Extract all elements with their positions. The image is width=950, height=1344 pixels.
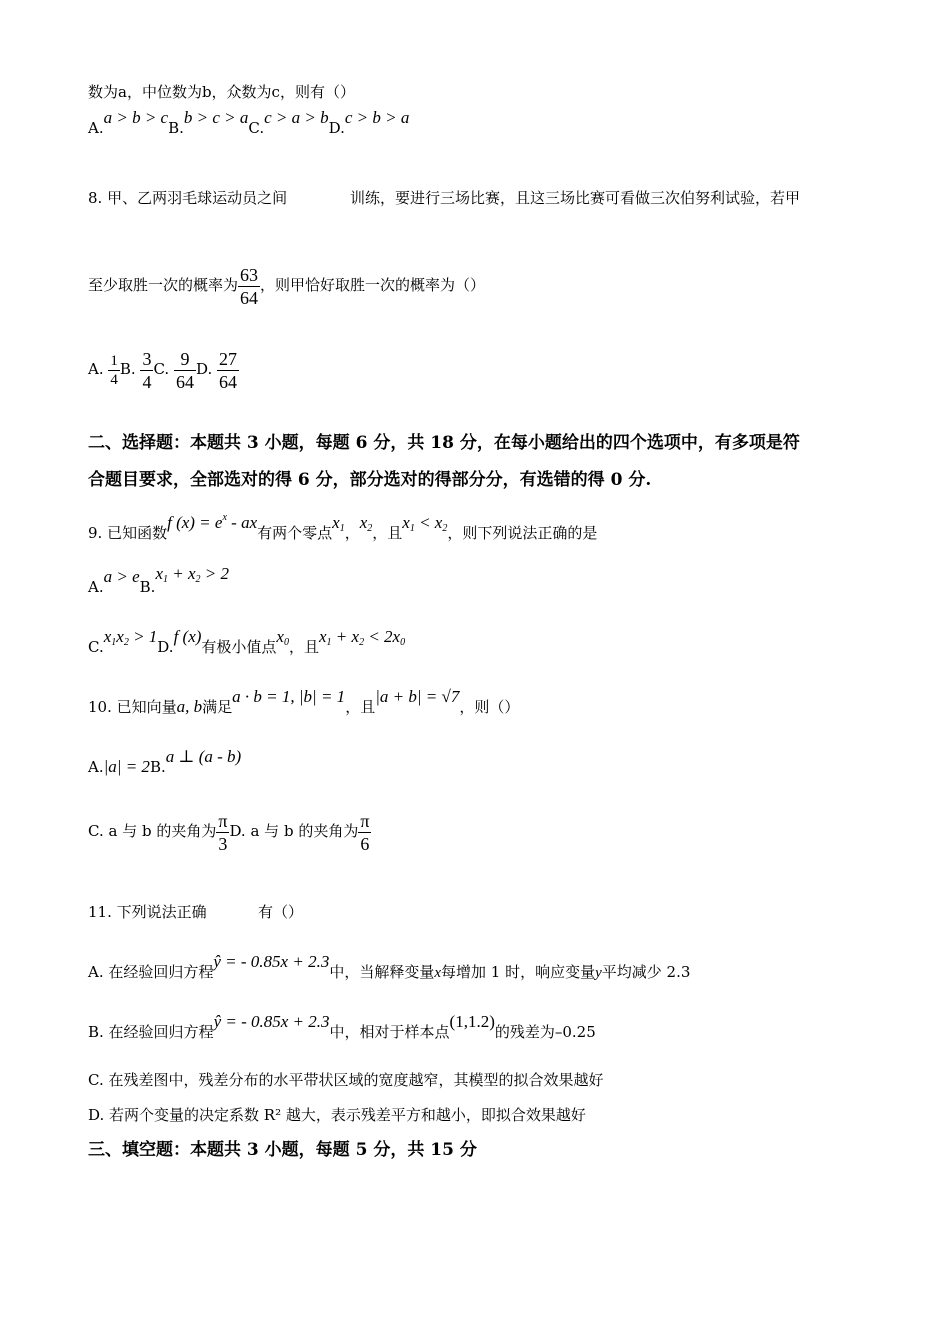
- q10-c-den: 3: [216, 832, 229, 855]
- q9-options-ab: [88, 564, 229, 603]
- q9-x2: [360, 513, 373, 532]
- q8-a-den: 4: [110, 371, 118, 388]
- q8-option-d-letter: D.: [195, 360, 213, 378]
- q9-stem: [88, 512, 598, 549]
- q11-stem-a: 11. 下列说法正确: [88, 903, 207, 921]
- q8-c-den: 64: [175, 371, 194, 392]
- q9-d-es2: 2: [359, 637, 365, 648]
- q9-d-e1: x: [318, 627, 327, 646]
- q8-d-num: 27: [219, 348, 238, 369]
- q10-stem: [88, 687, 520, 717]
- q10-prefix: 10. 已知向量: [88, 698, 177, 716]
- q11-b-text2: 的残差为–0.25: [494, 1023, 596, 1041]
- section3-heading: 三、填空题：本题共 3 小题，每题 5 分，共 15 分: [88, 1140, 477, 1160]
- q9-condition: [402, 513, 447, 532]
- q8-option-c-letter: C.: [153, 360, 170, 378]
- q10-options-ab: [88, 747, 242, 777]
- q9-x2-var: x: [359, 513, 368, 532]
- q8-option-b: [140, 348, 153, 393]
- q9-d-es3: 0: [400, 637, 406, 648]
- section2-heading-line2: 合题目要求，全部选对的得 6 分，部分选对的得部分分，有选错的得 0 分.: [88, 470, 652, 490]
- q9-cond-a: x: [402, 513, 410, 532]
- q10-cond2: |a + b| = √7: [375, 687, 460, 706]
- q9-suffix: ，则下列说法正确的是: [447, 524, 598, 542]
- q10-suffix: ，则（）: [459, 698, 520, 716]
- q11-b-prefix: B. 在经验回归方程: [88, 1023, 214, 1041]
- q8-line1a: 8. 甲、乙两羽毛球运动员之间: [88, 189, 288, 207]
- q9-b-tail: > 2: [200, 564, 229, 583]
- q9-c-a: x: [103, 627, 112, 646]
- q8-b-num: 3: [142, 348, 152, 369]
- q7-option-d: c > b > a: [344, 108, 410, 127]
- q10-option-d-text: D. a 与 b 的夹角为: [229, 822, 359, 840]
- q11-option-b: [88, 1012, 596, 1042]
- q8-options: [88, 346, 239, 393]
- q9-x1: [332, 513, 345, 532]
- q10-options-cd: [88, 808, 371, 855]
- q7-option-b: b > c > a: [183, 108, 249, 127]
- q8-line2: [88, 262, 485, 309]
- q9-x1-sub: 1: [339, 523, 345, 534]
- q9-d-e3: < 2x: [364, 627, 401, 646]
- q9-option-d-letter: D.: [157, 638, 174, 656]
- q11-option-d: D. 若两个变量的决定系数 R² 越大，表示残差平方和越小，即拟合效果越好: [88, 1106, 586, 1124]
- q9-b-s2: 2: [195, 574, 201, 585]
- q8-c-num: 9: [180, 348, 190, 369]
- q9-b-x1: x: [155, 564, 163, 583]
- q10-option-a-letter: A.: [88, 758, 104, 776]
- q9-d-es1: 1: [326, 637, 332, 648]
- q11-a-prefix: A. 在经验回归方程: [88, 963, 214, 981]
- q9-d-text2: ，且: [288, 638, 319, 656]
- q9-func-tail: - ax: [226, 513, 258, 532]
- q9-options-cd: [88, 627, 406, 663]
- q8-line1b: 训练，要进行三场比赛，且这三场比赛可看做三次伯努利试验，若甲: [350, 189, 801, 207]
- q10-option-b: a ⊥ (a - b): [165, 747, 242, 766]
- q11-a-equation: ŷ = - 0.85x + 2.3: [213, 952, 330, 971]
- q8-frac-num: 63: [240, 264, 259, 285]
- q9-c-s1: 1: [111, 637, 117, 648]
- q8-d-den: 64: [219, 371, 238, 392]
- q9-option-a: a > e: [103, 567, 140, 586]
- q8-option-d: [217, 348, 239, 393]
- q11-a-text1: 中，当解释变量: [329, 963, 435, 981]
- q11-option-a: [88, 952, 691, 983]
- q9-prefix: 9. 已知函数: [88, 524, 168, 542]
- q10-option-d-frac: [358, 810, 371, 855]
- q9-cond-mid: < x: [414, 513, 443, 532]
- q7-option-d-letter: D.: [328, 119, 345, 137]
- q11-a-text2: 每增加 1 时，响应变量: [441, 963, 596, 981]
- q9-c-b: x: [116, 627, 124, 646]
- q11-b-point: (1,1.2): [449, 1012, 495, 1031]
- q8-frac-den: 64: [240, 287, 259, 308]
- q9-d-expr: [319, 627, 405, 646]
- q8-option-c: [174, 348, 196, 393]
- q9-mid1: 有两个零点: [257, 524, 333, 542]
- q10-c-num: π: [218, 810, 228, 831]
- q9-func: f (x) = e: [167, 513, 223, 532]
- q11-option-c: C. 在残差图中，残差分布的水平带状区域的宽度越窄，其模型的拟合效果越好: [88, 1071, 604, 1089]
- q8-option-a: [108, 352, 120, 389]
- q9-d-e2: + x: [331, 627, 360, 646]
- q10-vectors: a, b: [176, 697, 203, 716]
- q9-b-s1: 1: [162, 574, 168, 585]
- q10-option-b-letter: B.: [149, 758, 166, 776]
- q9-d-func: f (x): [173, 627, 202, 646]
- q11-b-text1: 中，相对于样本点: [329, 1023, 450, 1041]
- q11-a-x: x: [434, 965, 442, 981]
- q9-option-b-letter: B.: [139, 578, 156, 596]
- q11-stem-b: 有（）: [258, 903, 304, 921]
- q8-option-b-letter: B.: [119, 360, 136, 378]
- q9-c-tail: > 1: [128, 627, 158, 646]
- q7-stem: 数为a，中位数为b，众数为c，则有（）: [88, 83, 355, 101]
- q10-option-a: |a| = 2: [103, 757, 150, 776]
- q9-b-plus: + x: [167, 564, 196, 583]
- q7-option-a: a > b > c: [103, 108, 169, 127]
- q7-option-a-letter: A.: [88, 119, 104, 137]
- q9-option-b: [155, 564, 229, 583]
- q9-x1-var: x: [332, 513, 340, 532]
- q10-d-num: π: [360, 810, 370, 831]
- section2-heading-line1: 二、选择题：本题共 3 小题，每题 6 分，共 18 分，在每小题给出的四个选项中，有多项是符: [88, 433, 800, 453]
- q9-mid2: ，且: [372, 524, 403, 542]
- q10-mid2: ，且: [345, 698, 376, 716]
- q8-option-a-letter: A.: [88, 360, 104, 378]
- q7-option-c: c > a > b: [264, 108, 329, 127]
- q11-b-equation: ŷ = - 0.85x + 2.3: [213, 1012, 330, 1031]
- q9-cond-s1: 1: [409, 523, 415, 534]
- q9-c-s2: 2: [123, 637, 129, 648]
- q9-option-c-letter: C.: [88, 638, 104, 656]
- q11-a-y: y: [595, 965, 602, 981]
- q9-x2-sub: 2: [367, 523, 373, 534]
- q11-a-text3: 平均减少 2.3: [601, 963, 691, 981]
- q10-d-den: 6: [358, 832, 371, 855]
- q10-option-c-frac: [216, 810, 229, 855]
- q9-d-text1: 有极小值点: [201, 638, 277, 656]
- q9-d-x0-sub: 0: [283, 637, 289, 648]
- q7-option-c-letter: C.: [248, 119, 265, 137]
- q7-option-b-letter: B.: [168, 119, 184, 137]
- q9-comma: ，: [344, 524, 360, 542]
- q8-b-den: 4: [142, 371, 152, 392]
- q8-a-num: 1: [110, 352, 118, 369]
- q10-cond1: a · b = 1, |b| = 1: [232, 687, 346, 706]
- q8-line2-text: 至少取胜一次的概率为: [88, 276, 239, 294]
- q9-cond-s2: 2: [442, 523, 448, 534]
- q9-option-c: [104, 627, 158, 646]
- q9-d-x0: [276, 627, 289, 646]
- q10-option-c-text: C. a 与 b 的夹角为: [88, 822, 217, 840]
- q9-func-sup: x: [222, 512, 227, 523]
- q9-function: [167, 513, 257, 532]
- q8-fraction: [238, 264, 260, 309]
- q9-option-a-letter: A.: [88, 578, 104, 596]
- q7-options: [88, 108, 410, 138]
- q9-d-x0-var: x: [276, 627, 284, 646]
- q10-mid: 满足: [202, 698, 233, 716]
- q8-line2-tail: ，则甲恰好取胜一次的概率为（）: [260, 276, 486, 294]
